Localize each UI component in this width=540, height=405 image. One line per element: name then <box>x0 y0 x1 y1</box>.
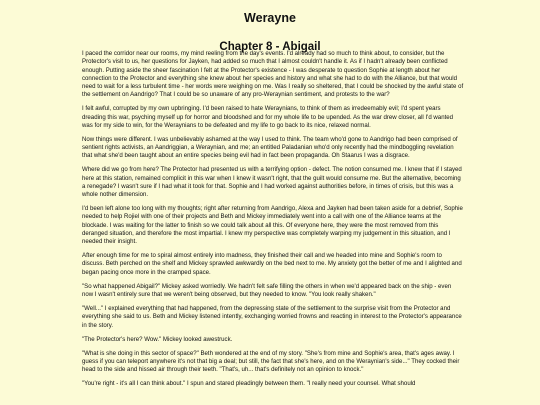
site-title[interactable]: Werayne <box>244 11 296 25</box>
paragraph: Where did we go from here? The Protector had presented us with a terrifying option - defect. The notion consumed me. I knew that if I stayed here at this station, remained complicit in this war when I knew it wasn't right, that the guilt would consume me. But the alternative, becoming a renegade? I wasn't sure if I had what it took for that. Sophie and I had worked against authorities before, in times of crisis, but this was a whole nother dimension. <box>82 166 462 199</box>
paragraph: I'd been left alone too long with my thoughts; right after returning from Aandrigo, Alexa and Jayken had been taken aside for a debrief, Sophie needed to help Rojiel with one of their projects and Beth and Mickey immediately went into a call with one of the Alliance teams at the blockade. I was waiting for the latter to finish so we could talk about all this. Of everyone here, they were the most removed from this deranged situation, and therefore the most impartial. I knew my perspective was completely warping my judgement in this situation, and I needed their insight. <box>82 205 463 246</box>
paragraph: "Well..." I explained everything that had happened, from the depressing state of the settlement to the surprise visit from the Protector and everything she said to us. Beth and Mickey listened intently, exchanging worried frowns and reacting in interest to the Protector's appearance in the story. <box>82 305 462 329</box>
chapter-title: Chapter 8 - Abigail <box>219 41 321 53</box>
paragraph: I felt awful, corrupted by my own upbringing. I'd been raised to hate Weraynians, to think of them as irredeemably evil; I'd spent years dreading this war, psyching myself up for horror and bloodshed and for my whole life to be upended. As the war drew closer, all I'd wanted was for my side to win, for the Weraynians to be defeated and my life to go back to its nice, relaxed normal. <box>82 105 454 129</box>
paragraph: "The Protector's here? Wow." Mickey looked awestruck. <box>82 335 233 343</box>
chapter-content <box>82 50 464 394</box>
paragraph: After enough time for me to spiral almost entirely into madness, they finished their call and we headed into mine and Sophie's room to discuss. Beth perched on the shelf and Mickey sprawled awkwardly on the bed next to me. My anxiety got the better of me and I alighted and began pacing once more in the cramped space. <box>82 252 462 276</box>
paragraph: "What is she doing in this sector of space?" Beth wondered at the end of my story. "She's from mine and Sophie's area, that's ages away. I guess if you can teleport anywhere it's not that big a deal; but still, the fact that she's here, and on the Weraynian's side..." They cocked their head to the side and hissed air through their teeth. "That's, uh... that's definitely not an opinion to knock." <box>82 349 460 374</box>
paragraph: "So what happened Abigail?" Mickey asked worriedly. We hadn't felt safe filling the others in when we'd appeared back on the ship - even now I wasn't entirely sure that we weren't being observed, but they needed to know. "You look really shaken." <box>82 282 452 299</box>
paragraph: I paced the corridor near our rooms, my mind reeling from the day's events. I'd already had so much to think about, to consider, but the Protector's visit to us, her questions for Jayken, had added so much that I almost couldn't handle it. As if I hadn't already been conflicted enough. Putting aside the sheer fascination I felt at the Protector's existence - I was desperate to question Sophie at length about her connection to the Protector and everything she knew about her species and history and what she had to do with the Alliance, but that would need to wait for a less turbulent time - her words were weighing on me. Was I really so sheltered, that I could be shocked by the awful state of the settlement on Aandrigo? That I could be so unaware of any pro-Weraynian sentiment, and protests to the war? <box>82 50 464 99</box>
paragraph: "You're right - it's all I can think about." I spun and stared pleadingly between them. "I really need your counsel. What should <box>82 380 416 388</box>
paragraph: Now things were different. I was unbelievably ashamed at the way I used to think. The team who'd gone to Aandrigo had been comprised of sentient rights activists, an Aandriggian, a Weraynian, and me; an entitled Paladanian who'd only recently had the mindboggling revelation that what she'd been taught about an entire species being evil had in fact been propaganda. Oh Staarus I was a disgrace. <box>82 135 458 160</box>
